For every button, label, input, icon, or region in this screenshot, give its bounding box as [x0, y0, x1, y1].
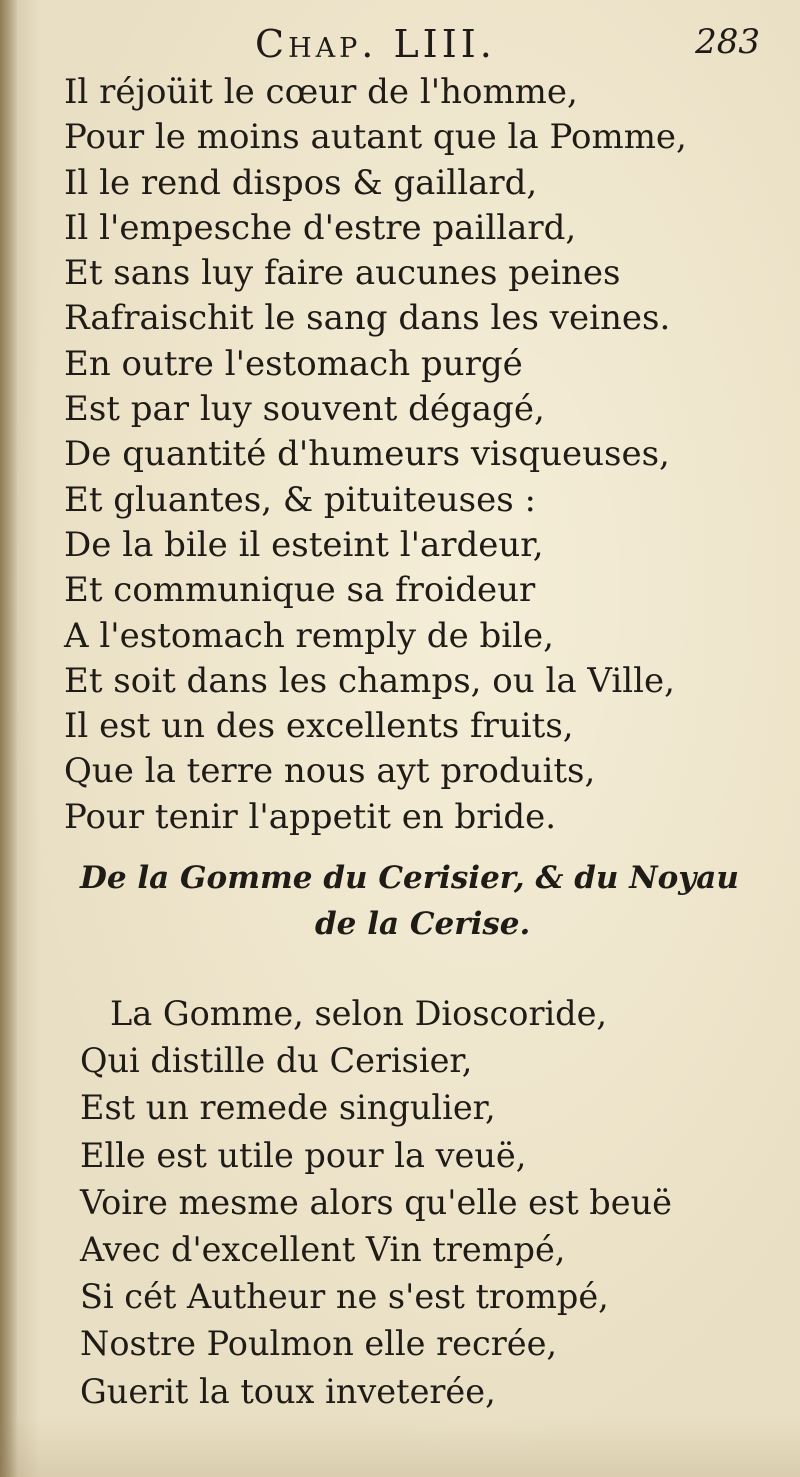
verse-line: De quantité d'humeurs visqueuses, [64, 434, 670, 475]
section-heading-line-2: de la Cerise. [315, 906, 531, 942]
verse-line: Est par luy souvent dégagé, [64, 389, 545, 430]
verse-line: Guerit la toux inveterée, [80, 1371, 496, 1411]
page-number: 283 [695, 22, 760, 62]
running-head: Chap. LIII. [255, 22, 496, 66]
verse-line: Voire mesme alors qu'elle est beuë [80, 1182, 672, 1222]
section-heading-line-1: De la Gomme du Cerisier, & du Noyau [80, 860, 739, 896]
verse-line: Et gluantes, & pituiteuses : [64, 479, 536, 520]
verse-line: Et communique sa froideur [64, 570, 536, 611]
verse-line: Elle est utile pour la veuë, [80, 1135, 527, 1175]
verse-line: En outre l'estomach purgé [64, 343, 523, 384]
verse-line: Si cét Autheur ne s'est trompé, [80, 1277, 609, 1317]
verse-line: Que la terre nous ayt produits, [64, 751, 596, 792]
verse-block-2 [80, 990, 672, 1415]
verse-line: Il le rend dispos & gaillard, [64, 162, 538, 203]
verse-line: Et soit dans les champs, ou la Ville, [64, 660, 675, 701]
verse-line: Rafraischit le sang dans les veines. [64, 298, 671, 339]
verse-block-1 [64, 70, 687, 840]
verse-line: A l'estomach remply de bile, [64, 615, 554, 656]
verse-line: Nostre Poulmon elle recrée, [80, 1324, 558, 1364]
verse-line: De la bile il esteint l'ardeur, [64, 524, 544, 565]
verse-line: Pour le moins autant que la Pomme, [64, 117, 687, 158]
verse-line: Il l'empesche d'estre paillard, [64, 207, 577, 248]
verse-line: Et sans luy faire aucunes peines [64, 253, 621, 294]
verse-line: Il est un des excellents fruits, [64, 706, 574, 747]
verse-line: Pour tenir l'appetit en bride. [64, 796, 557, 837]
verse-line: Qui distille du Cerisier, [80, 1041, 473, 1081]
section-heading [80, 855, 780, 947]
verse-line: La Gomme, selon Dioscoride, [110, 994, 608, 1033]
gutter-shadow [0, 0, 18, 1477]
verse-line: Est un remede singulier, [80, 1088, 496, 1128]
verse-line: Il réjoüit le cœur de l'homme, [64, 72, 578, 112]
verse-line: Avec d'excellent Vin trempé, [80, 1229, 566, 1269]
